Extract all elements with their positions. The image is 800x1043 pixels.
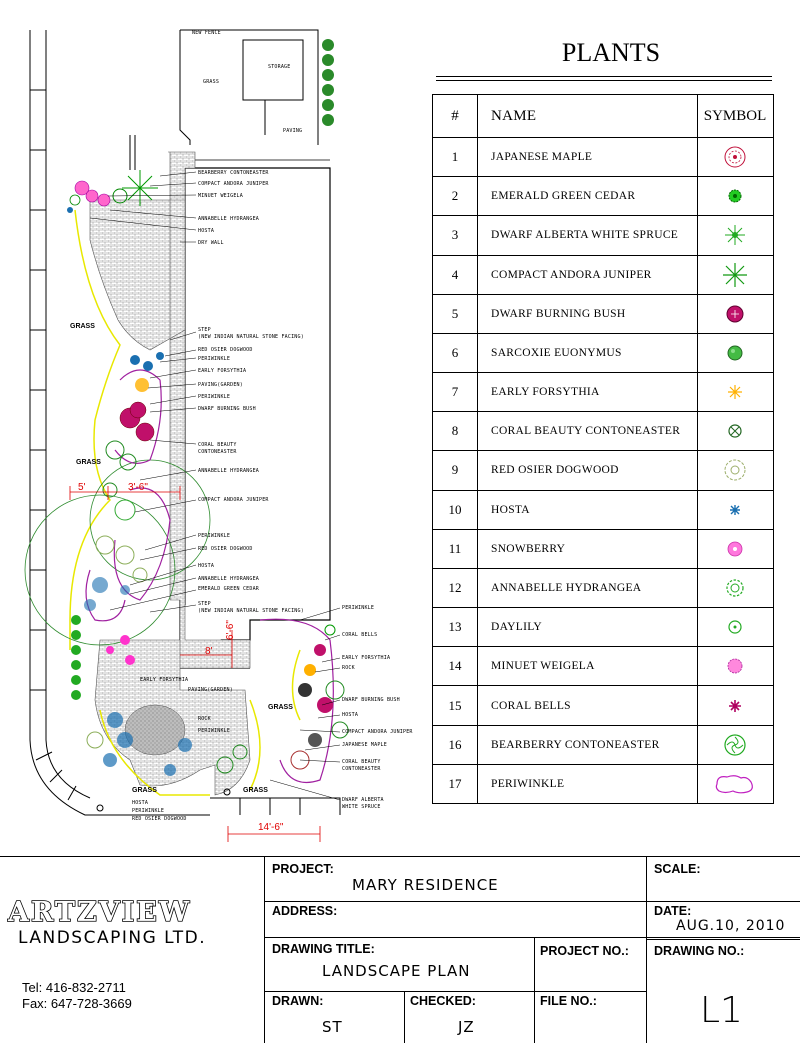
plant-number: 16 (448, 736, 462, 752)
plant-row (433, 568, 773, 607)
label-early-forsythia-left: EARLY FORSYTHIA (140, 677, 189, 683)
plant-name: DWARF BURNING BUSH (491, 307, 626, 320)
project-no-label: PROJECT NO.: (540, 944, 629, 958)
plant-number: 10 (448, 501, 462, 517)
plant-name: MINUET WEIGELA (491, 660, 595, 673)
plant-symbol (697, 412, 773, 450)
plant-row (433, 607, 773, 646)
hydrangea-icon (721, 576, 749, 600)
plant-name: COMPACT ANDORA JUNIPER (491, 268, 652, 281)
label-periwinkle-left: PERIWINKLE (198, 728, 231, 734)
plant-symbol (697, 491, 773, 529)
label-hosta-2: HOSTA (198, 563, 215, 569)
plant-row (433, 255, 773, 294)
plant-symbol (697, 608, 773, 646)
plant-symbol (697, 216, 773, 254)
plant-row (433, 764, 773, 803)
title-rule (436, 76, 772, 77)
drawing-title-value: LANDSCAPE PLAN (322, 962, 471, 980)
forsythia-icon (721, 380, 749, 404)
drawing-title-label: DRAWING TITLE: (272, 942, 375, 956)
label-paving-garden: PAVING(GARDEN) (198, 382, 243, 388)
checked-label: CHECKED: (410, 994, 476, 1008)
title-rule-2 (436, 80, 772, 81)
plant-symbol (697, 256, 773, 294)
plant-name: EMERALD GREEN CEDAR (491, 190, 636, 203)
emerald-cedar-icon (721, 184, 749, 208)
label-step-1: STEP (198, 327, 211, 333)
plant-symbol (697, 177, 773, 215)
daylily-icon (721, 615, 749, 639)
plant-symbol (697, 334, 773, 372)
label-red-osier-1: RED OSIER DOGWOOD (198, 347, 253, 353)
plant-symbol (697, 451, 773, 489)
label-annabelle-3: ANNABELLE HYDRANGEA (198, 576, 259, 582)
label-rock: ROCK (342, 665, 355, 671)
label-dwarf-burning-right: DWARF BURNING BUSH (342, 697, 400, 703)
plant-row (433, 333, 773, 372)
plant-row (433, 372, 773, 411)
label-fence: NEW FENCE (192, 30, 221, 36)
divider (646, 901, 800, 902)
drawn-value: ST (322, 1018, 343, 1036)
label-step-1-note: (NEW INDIAN NATURAL STONE FACING) (198, 334, 304, 340)
plant-name: BEARBERRY CONTONEASTER (491, 738, 660, 751)
label-grass-2: GRASS (76, 459, 101, 466)
date-label: DATE: (654, 904, 692, 918)
plant-number: 17 (448, 775, 462, 791)
header-symbol: SYMBOL (703, 107, 767, 124)
plant-number: 2 (451, 188, 459, 204)
label-hosta-1: HOSTA (198, 228, 215, 234)
label-periwinkle-2: PERIWINKLE (198, 394, 231, 400)
label-dwarf-alberta-2: WHITE SPRUCE (342, 804, 381, 810)
dimension-14ft6: 14'-6" (258, 822, 284, 833)
hedge-row (322, 39, 334, 126)
plant-row (433, 411, 773, 450)
plant-name: JAPANESE MAPLE (491, 151, 593, 164)
bearberry-icon (721, 733, 749, 757)
file-no-label: FILE NO.: (540, 994, 597, 1008)
hosta-icon (721, 498, 749, 522)
dimension-8ft: 8' (205, 646, 213, 657)
plant-name: EARLY FORSYTHIA (491, 386, 600, 399)
label-red-osier-left: RED OSIER DOGWOOD (132, 816, 187, 822)
spruce-icon (721, 223, 749, 247)
weigela-icon (721, 654, 749, 678)
plant-name: PERIWINKLE (491, 777, 565, 790)
plant-name: SARCOXIE EUONYMUS (491, 346, 622, 359)
plant-row (433, 529, 773, 568)
plant-symbol (697, 138, 773, 176)
plants-table (432, 94, 774, 804)
table-header-row (433, 95, 773, 137)
snowberry-icon (721, 537, 749, 561)
label-grass-backyard: GRASS (203, 79, 220, 85)
label-step-2-note: (NEW INDIAN NATURAL STONE FACING) (198, 608, 304, 614)
backyard-outline (130, 30, 318, 170)
label-dwarf-alberta: DWARF ALBERTA (342, 797, 384, 803)
header-name: NAME (491, 107, 537, 124)
label-coral-beauty: CORAL BEAUTY (198, 442, 237, 448)
label-minuet: MINUET WEIGELA (198, 193, 243, 199)
gravel-patch (125, 705, 185, 755)
date-value: AUG.10, 2010 (676, 918, 786, 934)
label-paving: PAVING (283, 128, 303, 134)
euonymus-icon (721, 341, 749, 365)
plant-symbol (697, 295, 773, 333)
project-label: PROJECT: (272, 862, 334, 876)
plant-number: 1 (451, 149, 459, 165)
company-logo: ARTZVIEW (8, 897, 192, 928)
plant-row (433, 490, 773, 529)
label-coral-bells: CORAL BELLS (342, 632, 378, 638)
label-hosta-left: HOSTA (132, 800, 149, 806)
plant-number: 14 (448, 658, 462, 674)
plant-row (433, 725, 773, 764)
plant-symbol (697, 373, 773, 411)
plant-name: DWARF ALBERTA WHITE SPRUCE (491, 229, 679, 242)
scale-label: SCALE: (654, 862, 701, 876)
company-fax: Fax: 647-728-3669 (22, 996, 132, 1011)
divider (264, 991, 646, 992)
plant-symbol (697, 765, 773, 803)
plant-number: 7 (451, 384, 459, 400)
drawing-no-value: L1 (700, 990, 743, 1031)
label-early-forsythia: EARLY FORSYTHIA (198, 368, 247, 374)
label-grass-3: GRASS (268, 704, 293, 711)
label-red-osier-2: RED OSIER DOGWOOD (198, 546, 253, 552)
plant-number: 15 (448, 697, 462, 713)
label-bearberry: BEARBERRY CONTONEASTER (198, 170, 269, 176)
divider (534, 937, 535, 1043)
company-tel: Tel: 416-832-2711 (22, 980, 126, 995)
label-storage: STORAGE (268, 64, 291, 70)
japanese-maple-icon (721, 145, 749, 169)
project-value: MARY RESIDENCE (352, 876, 499, 894)
plant-number: 3 (451, 227, 459, 243)
site-plan-drawing (0, 0, 430, 850)
label-step-2: STEP (198, 601, 211, 607)
divider (264, 901, 646, 902)
plant-name: DAYLILY (491, 621, 542, 634)
plant-symbol (697, 726, 773, 764)
label-coral-beauty-2: CONTONEASTER (198, 449, 237, 455)
divider (264, 857, 265, 1043)
plant-name: CORAL BELLS (491, 699, 571, 712)
plant-row (433, 294, 773, 333)
plant-number: 8 (451, 423, 459, 439)
divider (646, 857, 647, 1043)
dimension-5ft: 5' (78, 482, 86, 493)
plant-name: SNOWBERRY (491, 542, 566, 555)
label-grass-4: GRASS (132, 787, 157, 794)
label-periwinkle-3: PERIWINKLE (198, 533, 231, 539)
label-annabelle-1: ANNABELLE HYDRANGEA (198, 216, 259, 222)
label-grass-1: GRASS (70, 323, 95, 330)
plant-number: 5 (451, 305, 459, 321)
juniper-icon (721, 263, 749, 287)
label-periwinkle-1: PERIWINKLE (198, 356, 231, 362)
plant-name: ANNABELLE HYDRANGEA (491, 582, 642, 595)
plant-name: CORAL BEAUTY CONTONEASTER (491, 425, 681, 438)
label-compact-andora-right: COMPACT ANDORA JUNIPER (342, 729, 413, 735)
plant-symbol (697, 569, 773, 607)
plants-title: PLANTS (561, 38, 661, 67)
header-num: # (451, 107, 459, 124)
plant-symbol (697, 530, 773, 568)
label-emerald-cedar: EMERALD GREEN CEDAR (198, 586, 259, 592)
coral-bells-icon (721, 694, 749, 718)
divider (264, 937, 800, 938)
plant-row (433, 215, 773, 254)
burning-bush-icon (721, 302, 749, 326)
plant-name: HOSTA (491, 503, 530, 516)
checked-value: JZ (458, 1018, 475, 1036)
plant-row (433, 685, 773, 724)
dimension-3ft6: 3'-6" (128, 482, 148, 493)
label-periwinkle-left-2: PERIWINKLE (132, 808, 165, 814)
company-subtitle: LANDSCAPING LTD. (18, 928, 207, 948)
plant-number: 9 (451, 462, 459, 478)
divider (404, 991, 405, 1043)
periwinkle-icon (713, 772, 757, 796)
address-label: ADDRESS: (272, 904, 338, 918)
label-paving-garden-left: PAVING(GARDEN) (188, 687, 233, 693)
label-early-forsythia-right: EARLY FORSYTHIA (342, 655, 391, 661)
label-dwarf-burning-1: DWARF BURNING BUSH (198, 406, 256, 412)
label-coral-beauty-right-2: CONTONEASTER (342, 766, 381, 772)
dimension-6ft6: 6'-6" (225, 620, 236, 640)
label-japanese-maple-right: JAPANESE MAPLE (342, 742, 387, 748)
drawn-label: DRAWN: (272, 994, 324, 1008)
label-compact-andora-1: COMPACT ANDORA JUNIPER (198, 181, 269, 187)
plant-number: 12 (448, 580, 462, 596)
plant-number: 6 (451, 344, 459, 360)
label-coral-beauty-right: CORAL BEAUTY (342, 759, 381, 765)
plant-symbol (697, 647, 773, 685)
plant-row (433, 176, 773, 215)
plant-number: 11 (448, 540, 462, 556)
site-plan (0, 0, 430, 850)
label-grass-5: GRASS (243, 787, 268, 794)
dogwood-icon (721, 458, 749, 482)
label-annabelle-2: ANNABELLE HYDRANGEA (198, 468, 259, 474)
plant-symbol (697, 686, 773, 724)
coral-beauty-icon (721, 419, 749, 443)
plant-number: 4 (451, 266, 459, 282)
label-rock-left: ROCK (198, 716, 211, 722)
plant-row (433, 646, 773, 685)
plant-number: 13 (448, 619, 462, 635)
label-hosta-right: HOSTA (342, 712, 359, 718)
plant-row (433, 137, 773, 176)
label-periwinkle-right: PERIWINKLE (342, 605, 375, 611)
drawing-no-label: DRAWING NO.: (654, 944, 745, 958)
divider (646, 939, 800, 940)
label-compact-andora-2: COMPACT ANDORA JUNIPER (198, 497, 269, 503)
plant-row (433, 450, 773, 489)
label-dry-wall: DRY WALL (198, 240, 224, 246)
plant-name: RED OSIER DOGWOOD (491, 464, 619, 477)
